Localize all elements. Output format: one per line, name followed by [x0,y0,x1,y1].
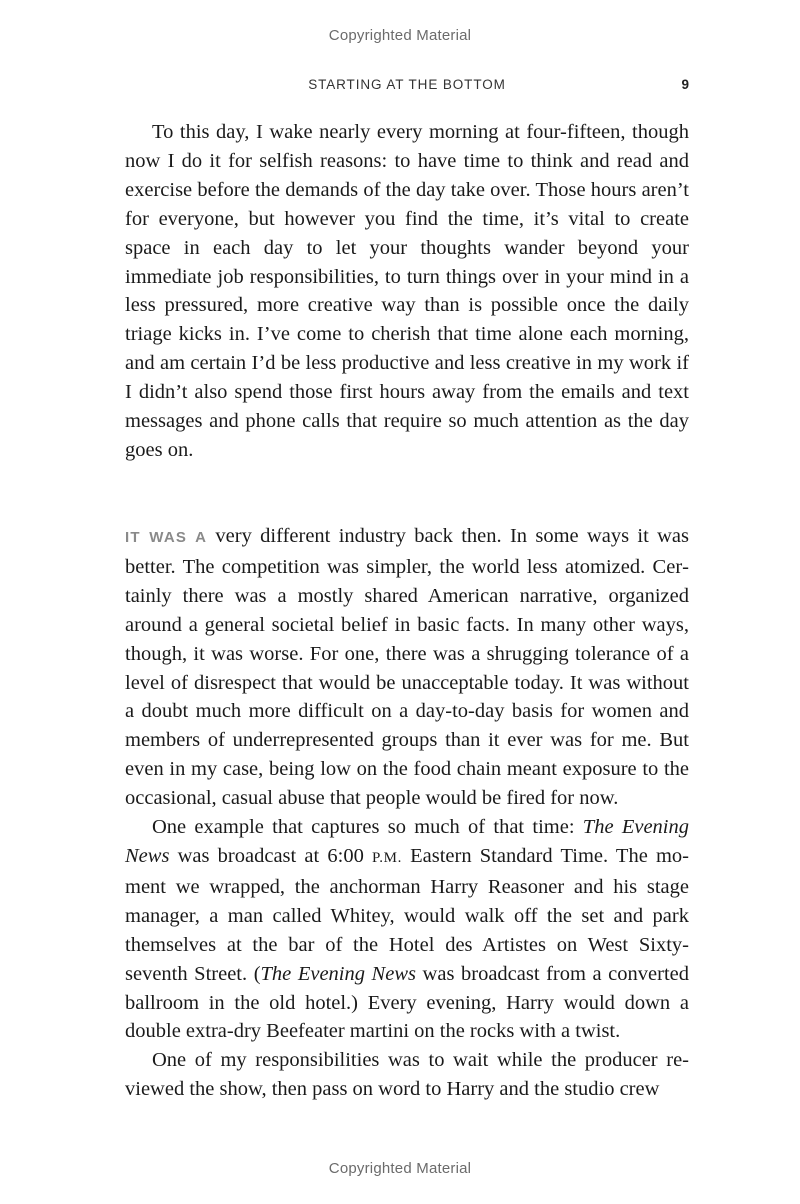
running-head [125,77,689,97]
publication-title: The Evening News [125,816,689,867]
watermark-top: Copyrighted Material [328,27,472,44]
section-lead-in: IT WAS A [125,529,208,546]
section-opening-paragraph [125,522,689,813]
paragraph [125,813,689,1046]
paragraph-text: was broadcast at 6:00 [169,844,373,867]
chapter-title: STARTING AT THE BOTTOM [308,77,506,92]
text-block-1 [125,118,689,465]
paragraph-text: Eastern Standard Time. The moment we wrapped, the anchorman Harry Reasoner and his stage manager, a man called Whitey, would walk off the set and park themselves at the bar of the Hotel des Artistes on West Sixty-seventh Street. ( [125,844,689,985]
watermark-bottom: Copyrighted Material [328,1160,472,1177]
paragraph-text: was broadcast from a converted ballroom in the old hotel.) Every evening, Harry would down a double extra-dry Beefeater martini on the rocks with a twist. [125,962,689,1043]
paragraph-text: One example that captures so much of that time: [152,816,583,839]
text-block-2 [125,522,689,1104]
paragraph: To this day, I wake nearly every morning at four-fifteen, though now I do it for selfish reasons: to have time to think and read and exercise before the demands of the day take over. Those hours aren’t for everyone, but however you find the time, it’s vital to create space in each day to let your thoughts wander beyond your immediate job responsibilities, to turn things over in your mind in a less pressured, more creative way than is possible once the daily triage kicks in. I’ve come to cherish that time alone each morning, and am certain I’d be less productive and less creative in my work if I didn’t also spend those first hours away from the emails and text messages and phone calls that require so much attention as the day goes on. [125,121,689,461]
publication-title: The Evening News [260,962,416,985]
page-number: 9 [681,77,689,92]
paragraph: One of my responsibilities was to wait while the producer reviewed the show, then pass on word to Harry and the studio crew [125,1049,689,1101]
time-period: P.M. [372,849,402,866]
paragraph-text: very different industry back then. In some ways it was better. The competition was simpler, the world less atomized. Certainly there was a mostly shared American narrative, organized around a general societal belief in basic facts. In many other ways, though, it was worse. For one, there was a shrugging tolerance of a level of disrespect that would be unacceptable today. It was without a doubt much more difficult on a day-to-day basis for women and members of underrepresented groups than it ever was for me. But even in my case, being low on the food chain meant exposure to the occasional, casual abuse that people would be fired for now. [125,525,689,810]
